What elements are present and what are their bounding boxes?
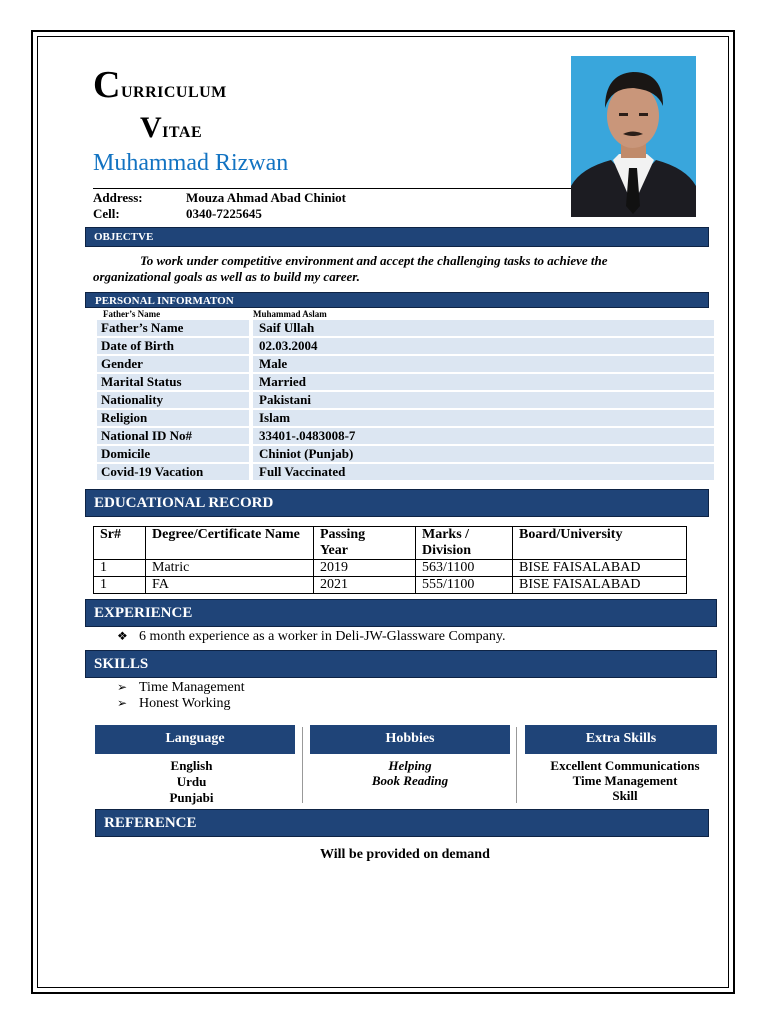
table-cell: FA bbox=[146, 577, 314, 594]
column-header: Board/University bbox=[513, 527, 687, 560]
personal-label: Date of Birth bbox=[97, 338, 249, 354]
table-row bbox=[94, 560, 687, 577]
personal-label: Father’s Name bbox=[97, 320, 249, 336]
hobby-item: Helping bbox=[388, 758, 432, 773]
column-header: Marks / Division bbox=[416, 527, 513, 560]
table-cell: 563/1100 bbox=[416, 560, 513, 577]
language-list bbox=[95, 758, 288, 806]
personal-value: 02.03.2004 bbox=[253, 338, 714, 354]
personal-label: Religion bbox=[97, 410, 249, 426]
personal-row bbox=[97, 320, 714, 336]
table-cell: 1 bbox=[94, 560, 146, 577]
table-cell: BISE FAISALABAD bbox=[513, 560, 687, 577]
column-divider bbox=[302, 727, 303, 803]
extra-skill-item: Excellent Communications bbox=[550, 758, 700, 773]
table-cell: 555/1100 bbox=[416, 577, 513, 594]
objective-heading: OBJECTVE bbox=[85, 227, 709, 247]
personal-label: Marital Status bbox=[97, 374, 249, 390]
skill-item: Honest Working bbox=[139, 696, 231, 711]
personal-value: Married bbox=[253, 374, 714, 390]
hobby-item: Book Reading bbox=[371, 773, 449, 788]
column-divider bbox=[516, 727, 517, 803]
skills-heading: SKILLS bbox=[85, 650, 717, 678]
personal-label: National ID No# bbox=[97, 428, 249, 444]
reference-heading: REFERENCE bbox=[95, 809, 709, 837]
address-value: Mouza Ahmad Abad Chiniot bbox=[186, 190, 347, 205]
extra-skills-list bbox=[525, 758, 725, 803]
education-table bbox=[93, 526, 687, 594]
personal-row bbox=[97, 464, 714, 480]
title-vitae: VITAE bbox=[140, 111, 203, 144]
language-item: English bbox=[170, 758, 213, 773]
table-cell: Matric bbox=[146, 560, 314, 577]
hobbies-heading: Hobbies bbox=[310, 725, 510, 754]
overlay-fathers-name-value: Muhammad Aslam bbox=[253, 309, 327, 319]
arrow-bullet-icon: ➢ bbox=[117, 696, 128, 710]
personal-row bbox=[97, 338, 714, 354]
header-rule bbox=[93, 188, 571, 189]
education-heading: EDUCATIONAL RECORD bbox=[85, 489, 709, 517]
cell-value: 0340-7225645 bbox=[186, 206, 262, 221]
language-item: Punjabi bbox=[169, 790, 214, 805]
personal-value: Islam bbox=[253, 410, 714, 426]
column-header: Degree/Certificate Name bbox=[146, 527, 314, 560]
personal-row bbox=[97, 374, 714, 390]
personal-value: Saif Ullah bbox=[253, 320, 714, 336]
extra-skill-item: Time Management bbox=[572, 773, 678, 788]
objective-text: To work under competitive environment and accept the challenging tasks to achieve the organizational goals as well as to build my career. bbox=[93, 253, 608, 284]
personal-value: Pakistani bbox=[253, 392, 714, 408]
personal-row bbox=[97, 428, 714, 444]
personal-row bbox=[97, 446, 714, 462]
table-row bbox=[94, 577, 687, 594]
cell-label: Cell: bbox=[93, 206, 120, 221]
personal-label: Covid-19 Vacation bbox=[97, 464, 249, 480]
table-header-row bbox=[94, 527, 687, 560]
personal-label: Gender bbox=[97, 356, 249, 372]
extra-skills-heading: Extra Skills bbox=[525, 725, 717, 754]
personal-value: Full Vaccinated bbox=[253, 464, 714, 480]
skill-item: Time Management bbox=[139, 680, 245, 695]
personal-value: Chiniot (Punjab) bbox=[253, 446, 714, 462]
table-cell: 1 bbox=[94, 577, 146, 594]
table-cell: 2019 bbox=[314, 560, 416, 577]
address-label: Address: bbox=[93, 190, 143, 205]
diamond-bullet-icon: ❖ bbox=[117, 629, 128, 643]
profile-photo bbox=[571, 56, 696, 217]
personal-row bbox=[97, 392, 714, 408]
table-cell: BISE FAISALABAD bbox=[513, 577, 687, 594]
language-item: Urdu bbox=[176, 774, 207, 789]
personal-row bbox=[97, 410, 714, 426]
personal-value: Male bbox=[253, 356, 714, 372]
column-header: Sr# bbox=[94, 527, 146, 560]
personal-row bbox=[97, 356, 714, 372]
extra-skill-item: Skill bbox=[612, 788, 638, 803]
table-cell: 2021 bbox=[314, 577, 416, 594]
arrow-bullet-icon: ➢ bbox=[117, 680, 128, 694]
language-heading: Language bbox=[95, 725, 295, 754]
personal-label: Nationality bbox=[97, 392, 249, 408]
hobbies-list bbox=[310, 758, 510, 788]
overlay-fathers-name-label: Father’s Name bbox=[103, 309, 161, 319]
personal-label: Domicile bbox=[97, 446, 249, 462]
title-curriculum: CURRICULUM bbox=[93, 64, 227, 106]
personal-info-heading: PERSONAL INFORMATON bbox=[85, 292, 709, 308]
experience-item: 6 month experience as a worker in Deli-JW-Glassware Company. bbox=[139, 629, 506, 644]
column-header: Passing Year bbox=[314, 527, 416, 560]
reference-text: Will be provided on demand bbox=[320, 847, 490, 862]
candidate-name: Muhammad Rizwan bbox=[93, 150, 289, 176]
personal-value: 33401-.0483008-7 bbox=[253, 428, 714, 444]
experience-heading: EXPERIENCE bbox=[85, 599, 717, 627]
